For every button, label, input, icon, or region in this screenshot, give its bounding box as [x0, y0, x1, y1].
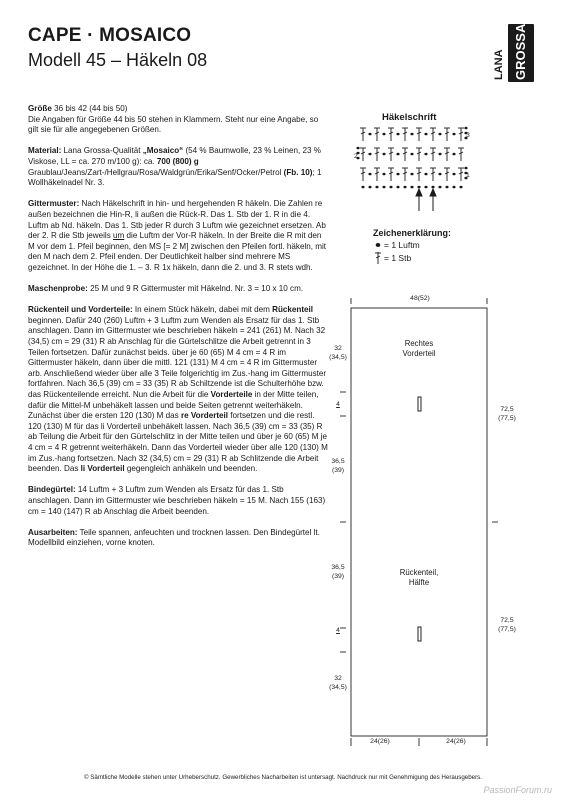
bottom-right-width-label: 24(26)	[446, 738, 466, 745]
chain-symbol	[424, 153, 427, 156]
chain-symbol	[382, 133, 385, 136]
chain-symbol	[464, 127, 467, 130]
chain-symbol	[382, 173, 385, 176]
svg-text:LANA: LANA	[493, 49, 505, 80]
chain-symbol	[445, 186, 448, 189]
chain-symbol	[452, 133, 455, 136]
size-schematic	[340, 298, 498, 746]
chain-symbol	[356, 147, 359, 150]
chain-symbol	[438, 153, 441, 156]
dc-symbol	[430, 168, 436, 181]
chain-symbol	[464, 167, 467, 170]
section-ausarbeiten: Ausarbeiten: Teile spannen, anfeuchten und trocknen lassen. Den Bindegürtel lt. Modellbild einziehen, vorne knoten.	[28, 527, 320, 548]
chain-symbol	[396, 133, 399, 136]
chain-symbol	[382, 186, 385, 189]
dc-symbol	[360, 128, 366, 141]
dc-symbol	[430, 128, 436, 141]
left-dim-6: 32 (34,5)	[329, 675, 347, 691]
left-dim-3: 36,5 (39)	[331, 458, 345, 474]
left-dim-2: 4	[336, 401, 340, 408]
left-dim-4: 36,5 (39)	[331, 564, 345, 580]
dc-symbol	[360, 148, 366, 161]
dc-symbol	[360, 168, 366, 181]
section-gittermuster: Gittermuster: Nach Häkelschrift in hin- und hergehenden R häkeln. Die Zahlen re außen bezeichnen die Hin-R, li außen die Rück-R. Das 1. Stb der 1. R in die 4. Luftm ab Nd. häkeln. Das 1. Stb jeder R durch 3 Luftm wie gezeichnet ersetzen. Ab der 2. R die Stb jeweils um die Luftm der Vor-R häkeln. In der Breite die R mit den M vor dem 1. Pfeil beginnen, den MS [= 2 M] zwischen den Pfeilen fortl. häkeln, mit den M nach dem 2. Pfeil enden. Der Deutlichkeit halber sind mehrere MS gezeichnet. In der Höhe die 1. – 3. R 1x häkeln, dann die 2. und 3. R stets wdh.	[28, 199, 327, 272]
page-subtitle: Modell 45 – Häkeln 08	[28, 50, 208, 70]
section-ruecken-vorderteile: Rückenteil und Vorderteile: In einem Stück häkeln, dabei mit dem Rückenteil beginnen. Dafür 240 (260) Luftm + 3 Luftm zum Wenden als Ersatz für das 1. Stb anschlagen. Dann im Gittermuster wie beschrieben häkeln = 241 (261) M. Nach 32 (34,5) cm = 29 (31) R ab Anschlag für die Gürtelschlitze die Arbeit getrennt in 3 Teilen fortsetzen. Dafür zunächst beids. über je 60 (65) M 4 cm = 4 R im Gittermuster häkeln, dann über die mittl. 121 (131) M 4 cm = 4 R im Gittermuster arb. Anschließend wieder über alle 3 Teile folgerichtig im Zus.-hang im Gittermuster fortfahren. Nach 36,5 (39) cm = 33 (35) R ab Schiltzende ist die Schulterhöhe bzw. das Rückenteilende erreicht. Nun die Arbeit für die Vorderteile in der Mitte teilen, dafür die Mittel-M unbehäkelt lassen und beide Seiten getrennt weiterhäkeln. Zunächst über die ersten 120 (130) M das re Vorderteil fortsetzen und die restl. 120 (130) M für das li Vorderteil unbehäkelt lassen. Nach 36,5 (39) cm = 33 (35) R ab Teilung die Arbeit für den Gürtelschlitz in der Mitte teilen und über je 60 (65) M je 4 cm = 4 R getrennt weiterhäkeln. Dann das Vorderteil wieder über alle 120 (130) M im Zus.-hang fortsetzen. Nach 32 (34,5) cm = 29 (31) R ab Schlitzende die Arbeit beenden. Das li Vorderteil gegengleich anhäkeln und beenden.	[28, 305, 328, 474]
chain-symbol	[396, 173, 399, 176]
chain-symbol	[368, 173, 371, 176]
dc-symbol	[444, 128, 450, 141]
chain-symbol	[438, 133, 441, 136]
chain-symbol	[424, 173, 427, 176]
chain-symbol	[424, 186, 427, 189]
dc-symbol	[416, 128, 422, 141]
row-label-3: 3	[466, 132, 470, 139]
chain-symbol	[368, 133, 371, 136]
dc-symbol	[374, 168, 380, 181]
copyright-footer: © Sämtliche Modelle stehen unter Urheberschutz. Gewerbliches Nacharbeiten ist untersagt. Nachdruck nur mit Genehmigung des Herausgebers.	[83, 774, 482, 781]
dc-symbol	[444, 168, 450, 181]
dc-symbol	[416, 168, 422, 181]
legend-dc: = 1 Stb	[384, 253, 412, 263]
section-material: Material: Lana Grossa-Qualität „Mosaico“ (54 % Baumwolle, 23 % Leinen, 23 % Viskose, LL = ca. 270 m/100 g): ca. 700 (800) g Graublau/Jeans/Zart-/Hellgrau/Rosa/Waldgrün/Erika/Senf/Ocker/Petrol (Fb. 10); 1 Wollhäkelnadel Nr. 3.	[28, 146, 322, 188]
chain-symbol	[396, 153, 399, 156]
page-title: CAPE · MOSAICO	[28, 25, 192, 46]
dc-symbol	[388, 148, 394, 161]
section-groesse: Größe 36 bis 42 (44 bis 50) Die Angaben für Größe 44 bis 50 stehen in Klammern. Steht nur eine Angabe, so gilt sie für alle angegebenen Größen.	[28, 104, 319, 135]
chain-symbol	[452, 186, 455, 189]
chain-symbol	[410, 186, 413, 189]
chain-symbol	[403, 186, 406, 189]
chain-symbol	[452, 173, 455, 176]
row-label-1: 1	[466, 172, 470, 179]
top-width-label: 48(52)	[410, 295, 430, 302]
left-dim-5: 4	[336, 627, 340, 634]
legend-title: Zeichenerklärung:	[373, 228, 452, 238]
watermark: PassionForum.ru	[483, 785, 552, 795]
left-dim-1: 32 (34,5)	[329, 345, 347, 361]
legend-chain: = 1 Luftm	[384, 240, 420, 250]
chain-symbol	[410, 153, 413, 156]
right-dim-2: 72,5 (77,5)	[498, 617, 516, 633]
chain-symbol	[368, 186, 371, 189]
dc-symbol	[402, 128, 408, 141]
dc-symbol	[402, 148, 408, 161]
chart-symbols	[356, 127, 467, 189]
dc-symbol	[388, 128, 394, 141]
chain-symbol	[396, 186, 399, 189]
dc-symbol	[374, 128, 380, 141]
dc-symbol	[458, 168, 464, 181]
section-bindeguertel: Bindegürtel: 14 Luftm + 3 Luftm zum Wenden als Ersatz für das 1. Stb anschlagen. Dann im Gittermuster wie beschrieben häkeln = 15 M. Nach 155 (163) cm = 140 (147) R ab Anschlag die Arbeit beenden.	[28, 485, 326, 516]
front-panel-label: Rechtes Vorderteil	[402, 339, 436, 358]
chain-symbol	[459, 186, 462, 189]
repeat-arrows	[416, 189, 436, 211]
dc-symbol	[458, 148, 464, 161]
dc-symbol	[416, 148, 422, 161]
chain-symbol	[361, 186, 364, 189]
chain-symbol	[410, 173, 413, 176]
dc-symbol	[402, 168, 408, 181]
dc-symbol	[444, 148, 450, 161]
dc-symbol	[430, 148, 436, 161]
dc-symbol	[388, 168, 394, 181]
chain-symbol	[438, 173, 441, 176]
chain-symbol	[410, 133, 413, 136]
svg-text:GROSSA: GROSSA	[513, 23, 528, 80]
chart-title: Häkelschrift	[382, 112, 437, 123]
dc-symbol	[458, 128, 464, 141]
chain-symbol	[368, 153, 371, 156]
chain-symbol	[452, 153, 455, 156]
bottom-left-width-label: 24(26)	[370, 738, 390, 745]
legend-symbols	[375, 244, 381, 265]
chain-symbol	[382, 153, 385, 156]
chain-symbol	[389, 186, 392, 189]
chain-symbol	[375, 186, 378, 189]
dc-symbol	[374, 148, 380, 161]
section-maschenprobe: Maschenprobe: 25 M und 9 R Gittermuster mit Häkelnd. Nr. 3 = 10 x 10 cm.	[28, 284, 304, 294]
chain-symbol	[424, 133, 427, 136]
chain-symbol	[438, 186, 441, 189]
back-panel-label: Rückenteil, Hälfte	[399, 568, 439, 587]
row-label-2: 2	[354, 153, 358, 160]
right-dim-1: 72,5 (77,5)	[498, 406, 516, 422]
